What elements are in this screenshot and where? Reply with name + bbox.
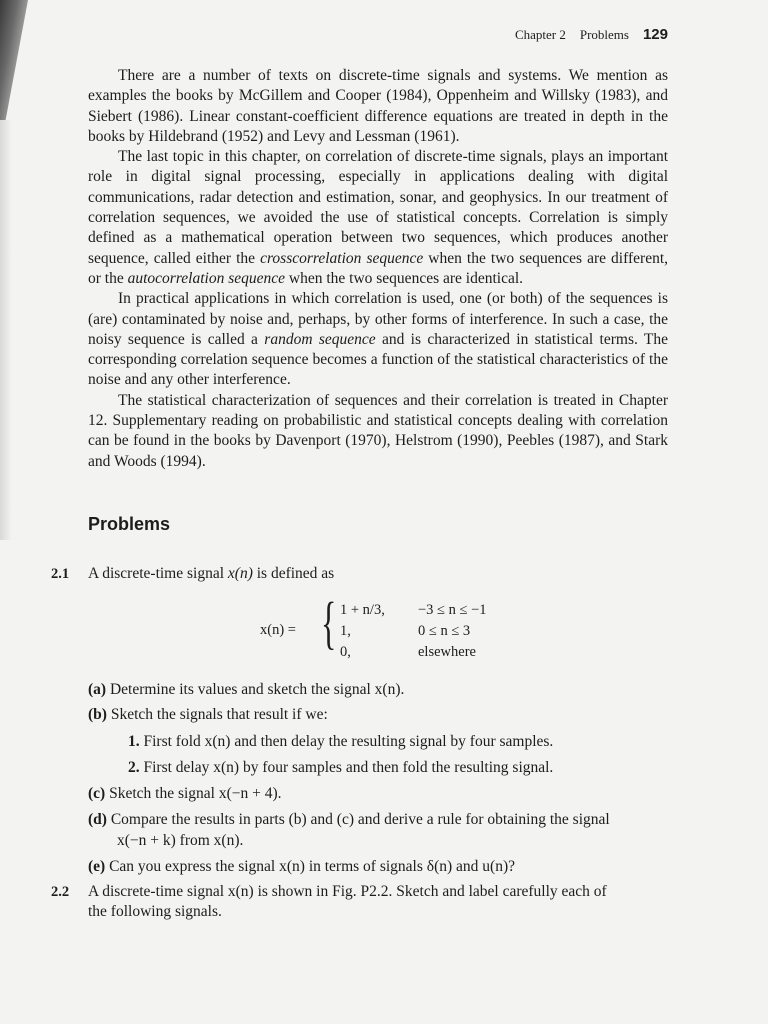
- part-d: (d) Compare the results in parts (b) and (c) and derive a rule for obtaining the signal: [88, 811, 610, 828]
- italic-term: crosscorrelation sequence: [260, 249, 424, 267]
- piecewise-equation: [88, 590, 668, 660]
- equation-condition-2: 0 ≤ n ≤ 3: [418, 623, 471, 639]
- header-chapter: Chapter 2: [514, 27, 566, 42]
- part-a: (a) Determine its values and sketch the signal x(n).: [88, 681, 405, 698]
- scan-shadow-edge: [0, 0, 28, 120]
- problem-2-2-line1: A discrete-time signal x(n) is shown in Fig. P2.2. Sketch and label carefully each of: [88, 883, 607, 900]
- equation-condition-1: −3 ≤ n ≤ −1: [418, 602, 487, 618]
- problem-text-a: A discrete-time signal: [88, 565, 228, 582]
- header-section: Problems: [579, 27, 629, 42]
- italic-term: random sequence: [264, 330, 376, 348]
- part-b-2: 2. First delay x(n) by four samples and then fold the resulting signal.: [128, 759, 554, 776]
- problem-var: x(n): [227, 565, 253, 582]
- paragraph-2: The last topic in this chapter, on correlation of discrete-time signals, plays an important role in digital signal processing, especially in applications dealing with digital communications, radar detection and estimation, sonar, and geophysics. In our treatment of correlation sequences, we avoided the use of statistical concepts. Correlation is simply defined as a mathematical operation between two sequences, which produces another sequence, called either the crosscorrelation sequence when the two sequences are different, or the autocorrelation sequence when the two sequences are identical.: [88, 148, 669, 287]
- problems-heading: Problems: [88, 514, 171, 534]
- equation-condition-3: elsewhere: [418, 644, 476, 660]
- part-b-1: 1. First fold x(n) and then delay the resulting signal by four samples.: [128, 733, 554, 750]
- part-e: (e) Can you express the signal x(n) in terms of signals δ(n) and u(n)?: [88, 858, 515, 875]
- equation-value-1: 1 + n/3,: [340, 602, 385, 618]
- page-number: 129: [642, 26, 668, 43]
- left-brace: {: [321, 590, 337, 655]
- part-d-cont: x(−n + k) from x(n).: [117, 832, 244, 849]
- problem-2-2-line2: the following signals.: [88, 903, 222, 921]
- part-c: (c) Sketch the signal x(−n + 4).: [88, 785, 282, 802]
- part-b: (b) Sketch the signals that result if we:: [88, 706, 328, 723]
- problem-2-2: [51, 882, 668, 923]
- equation-value-2: 1,: [340, 623, 351, 639]
- problem-2-1: [51, 564, 668, 875]
- problem-text-b: is defined as: [252, 565, 335, 582]
- italic-term: autocorrelation sequence: [127, 269, 286, 287]
- problem-number: 2.2: [51, 884, 70, 900]
- running-header: [515, 26, 668, 43]
- paragraph-4: The statistical characterization of sequences and their correlation is treated in Chapter 12. Supplementary reading on probabilistic and statistical concepts dealing with correlation can be found in the books by Davenport (1970), Helstrom (1990), Peebles (1987), and Stark and Woods (1994).: [88, 391, 668, 470]
- equation-lhs: x(n) =: [260, 622, 296, 638]
- paragraph-1: There are a number of texts on discrete-time signals and systems. We mention as examples the books by McGillem and Cooper (1984), Oppenheim and Willsky (1983), and Siebert (1986). Linear constant-coefficient difference equations are treated in depth in the books by Hildebrand (1952) and Levy and Lessman (1961).: [88, 67, 668, 145]
- equation-value-3: 0,: [340, 644, 351, 660]
- scan-shadow-strip: [0, 120, 12, 540]
- intro-text: [88, 66, 668, 472]
- problem-number: 2.1: [51, 566, 70, 582]
- paragraph-3: In practical applications in which correlation is used, one (or both) of the sequences is (are) contaminated by noise and, perhaps, by other forms of interference. In such a case, the noisy sequence is called a random sequence and is characterized in statistical terms. The corresponding correlation sequence becomes a function of the statistical characteristics of the noise and any other interference.: [88, 290, 669, 389]
